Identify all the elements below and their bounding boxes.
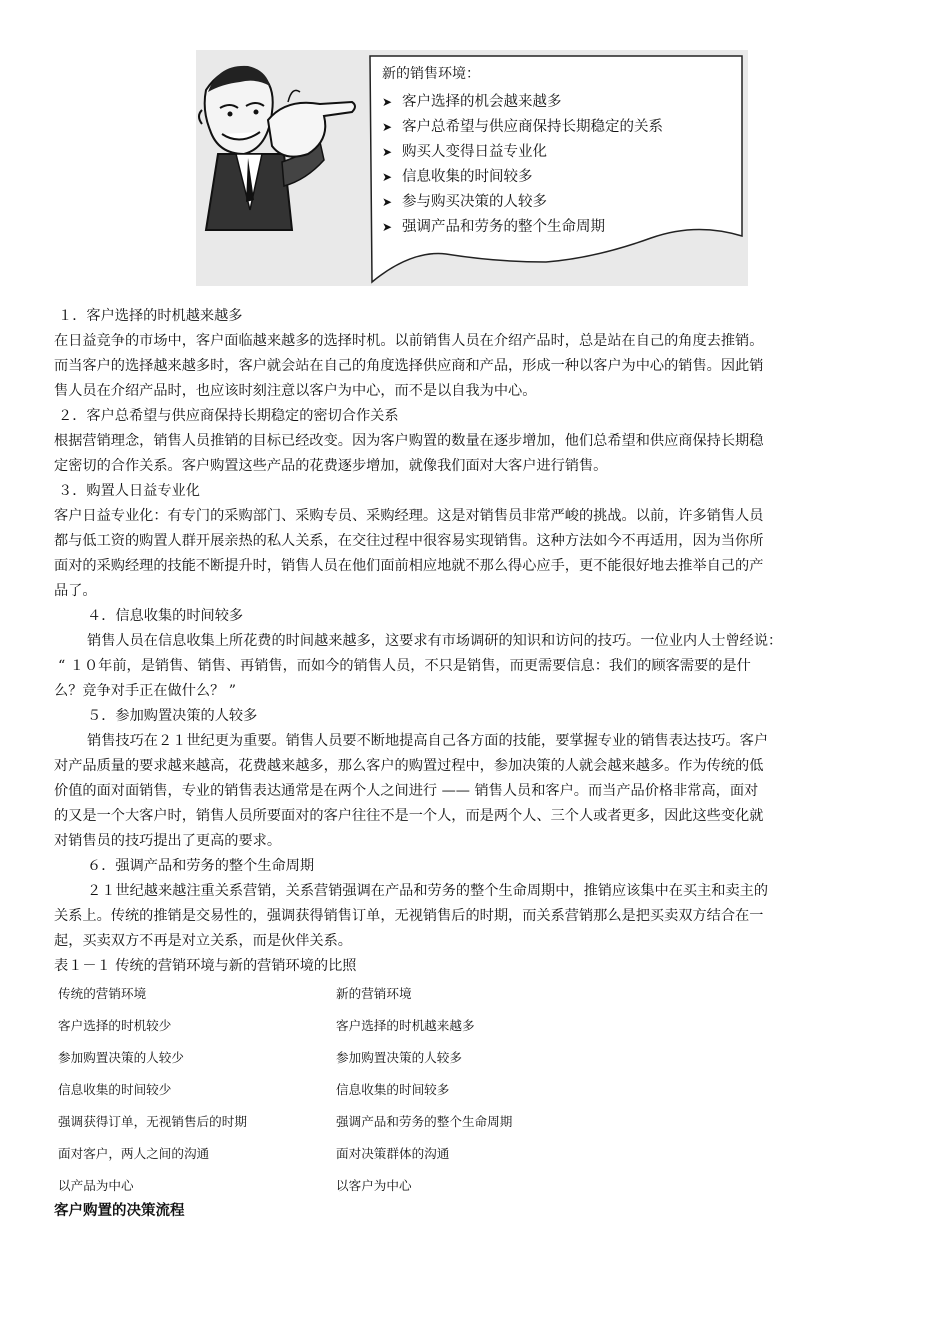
arrow-right-icon: ➤ [382,220,393,234]
panel-bullet: ➤ 客户总希望与供应商保持长期稳定的关系 [382,115,663,140]
paragraph-line: 的又是一个大客户时，销售人员所要面对的客户往往不是一个人，而是两个人、三个人或者更多，因此这些变化就 [54,808,764,824]
table-cell: 强调产品和劳务的整个生命周期 [336,1113,513,1129]
paragraph-line: 起，买卖双方不再是对立关系，而是伙伴关系。 [54,933,352,949]
paragraph-line: 根据营销理念，销售人员推销的目标已经改变。因为客户购置的数量在逐步增加，他们总希望和供应商保持长期稳 [54,433,764,449]
table-header-cell: 传统的营销环境 [58,985,147,1001]
arrow-right-icon: ➤ [382,95,393,109]
section-title: 客户购置的决策流程 [54,1203,185,1219]
paragraph-line: ６．强调产品和劳务的整个生命周期 [87,858,315,874]
table-row [54,1104,636,1136]
table-row [54,1040,636,1072]
panel-title: 新的销售环境： [382,66,480,82]
panel-bullet: ➤ 信息收集的时间较多 [382,165,663,190]
panel-bullet: ➤ 参与购买决策的人较多 [382,190,663,215]
paragraph-line: 销售人员在信息收集上所花费的时间越来越多，这要求有市场调研的知识和访问的技巧。一位业内人士曾经说： [87,633,783,649]
comparison-table [54,976,636,1200]
table-cell: 信息收集的时间较多 [336,1081,450,1097]
table-row [54,1136,636,1168]
paragraph-line: 么？竞争对手正在做什么？ ” [54,683,237,699]
table-cell: 参加购置决策的人较少 [58,1049,184,1065]
arrow-right-icon: ➤ [382,195,393,209]
table-cell: 参加购置决策的人较多 [336,1049,462,1065]
table-cell: 信息收集的时间较少 [58,1081,172,1097]
paragraph-line: ２１世纪越来越注重关系营销，关系营销强调在产品和劳务的整个生命周期中，推销应该集中在买主和卖主的 [87,883,769,899]
paragraph-line: ４．信息收集的时间较多 [87,608,244,624]
panel-bullet: ➤ 客户选择的机会越来越多 [382,90,663,115]
paragraph-line: “ １０年前，是销售、销售、再销售，而如今的销售人员，不只是销售，而更需要信息：我们的顾客需要的是什 [58,658,751,674]
paragraph-line: 面对的采购经理的技能不断提升时，销售人员在他们面前相应地就不那么得心应手，更不能很好地去推举自己的产 [54,558,764,574]
panel-bullet: ➤ 强调产品和劳务的整个生命周期 [382,215,663,240]
arrow-right-icon: ➤ [382,120,393,134]
paragraph-line: 对产品质量的要求越来越高，花费越来越多，那么客户的购置过程中，参加决策的人就会越来越多。作为传统的低 [54,758,764,774]
paragraph-line: １．客户选择的时机越来越多 [58,308,243,324]
paragraph-line: 关系上。传统的推销是交易性的，强调获得销售订单，无视销售后的时期，而关系营销那么是把买卖双方结合在一 [54,908,764,924]
panel-bullet: ➤ 购买人变得日益专业化 [382,140,663,165]
table-row [54,1008,636,1040]
paragraph-line: 而当客户的选择越来越多时，客户就会站在自己的角度选择供应商和产品，形成一种以客户为中心的销售。因此销 [54,358,764,374]
paragraph-line: 对销售员的技巧提出了更高的要求。 [54,833,282,849]
paragraph-line: ５．参加购置决策的人较多 [87,708,258,724]
table-cell: 以产品为中心 [58,1177,134,1193]
table-row [54,1168,636,1200]
table-cell: 强调获得订单，无视销售后的时期 [58,1113,247,1129]
document-body [54,304,896,979]
paragraph-line: 在日益竞争的市场中，客户面临越来越多的选择时机。以前销售人员在介绍产品时，总是站在自己的角度去推销。 [54,333,764,349]
table-header-cell: 新的营销环境 [336,985,412,1001]
arrow-right-icon: ➤ [382,145,393,159]
paragraph-line: 客户日益专业化：有专门的采购部门、采购专员、采购经理。这是对销售员非常严峻的挑战。以前，许多销售人员 [54,508,764,524]
table-cell: 客户选择的时机较少 [58,1017,172,1033]
table-cell: 客户选择的时机越来越多 [336,1017,475,1033]
table-cell: 面对决策群体的沟通 [336,1145,450,1161]
table-cell: 面对客户，两人之间的沟通 [58,1145,210,1161]
paragraph-line: ２．客户总希望与供应商保持长期稳定的密切合作关系 [58,408,399,424]
paragraph-line: ３．购置人日益专业化 [58,483,200,499]
table-cell: 以客户为中心 [336,1177,412,1193]
paragraph-line: 售人员在介绍产品时，也应该时刻注意以客户为中心，而不是以自我为中心。 [54,383,537,399]
paragraph-line: 价值的面对面销售，专业的销售表达通常是在两个人之间进行 —— 销售人员和客户。而当产品价格非常高，面对 [54,783,759,799]
paragraph-line: 表１－１ 传统的营销环境与新的营销环境的比照 [54,958,357,974]
paragraph-line: 定密切的合作关系。客户购置这些产品的花费逐步增加，就像我们面对大客户进行销售。 [54,458,608,474]
arrow-right-icon: ➤ [382,170,393,184]
table-row [54,976,636,1008]
paragraph-line: 都与低工资的购置人群开展亲热的私人关系，在交往过程中很容易实现销售。这种方法如今不再适用，因为当你所 [54,533,764,549]
speech-panel [382,64,663,240]
paragraph-line: 品了。 [54,583,97,599]
table-row [54,1072,636,1104]
paragraph-line: 销售技巧在２１世纪更为重要。销售人员要不断地提高自己各方面的技能，要掌握专业的销售表达技巧。客户 [87,733,769,749]
